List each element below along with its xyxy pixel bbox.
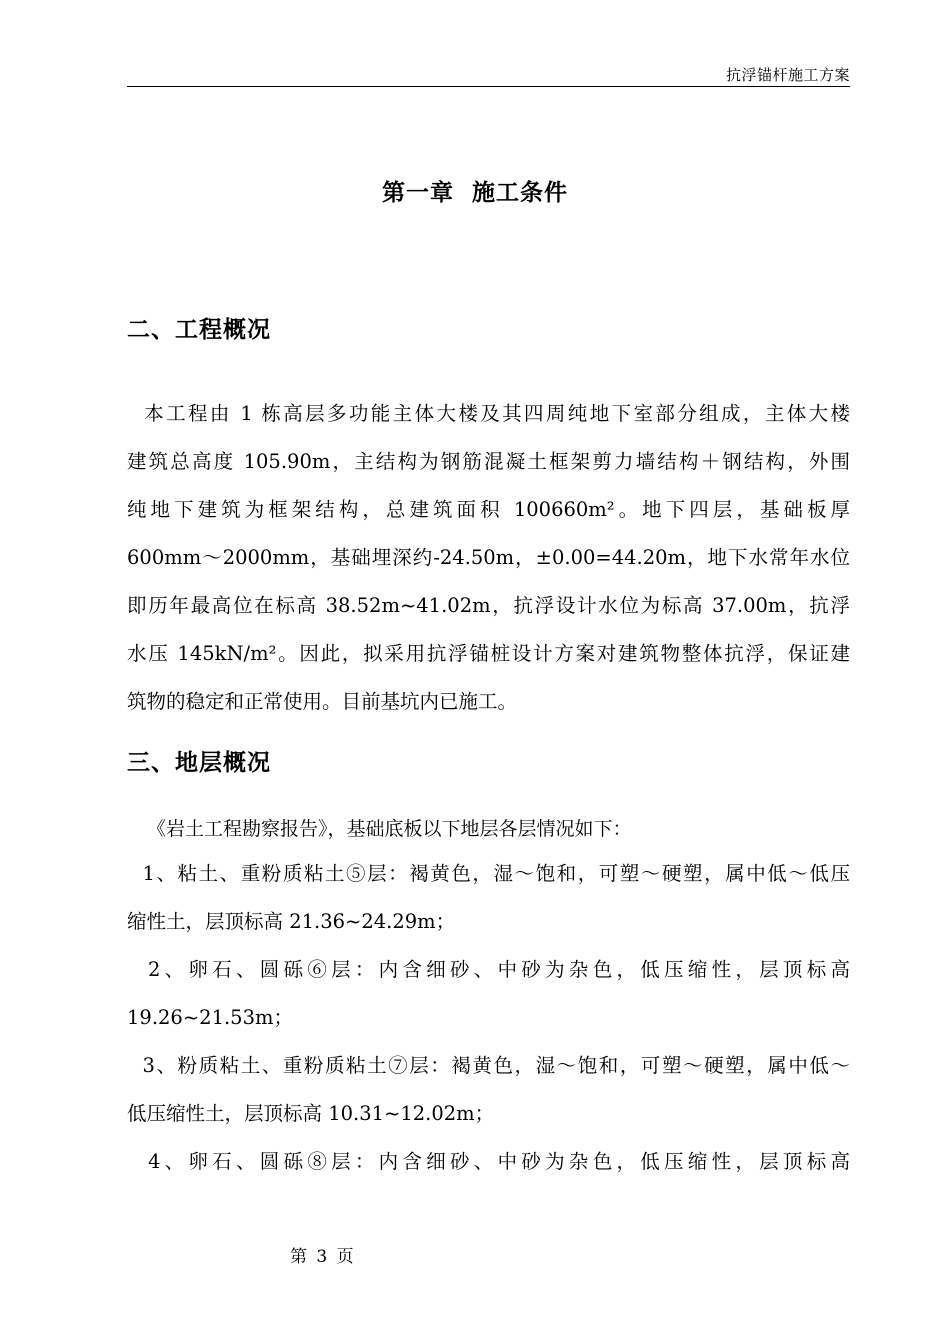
- header-divider: [127, 86, 850, 87]
- strata-intro: [127, 810, 850, 848]
- strata-line: 4、卵石、圆砾⑧层：内含细砂、中砂为杂色，低压缩性，层顶标高: [127, 1150, 850, 1173]
- page-number: 第 3 页: [290, 1247, 356, 1267]
- paragraph-line: 本工程由 1 栋高层多功能主体大楼及其四周纯地下室部分组成，主体大楼: [127, 402, 850, 425]
- strata-line: 19.26~21.53m；: [127, 1006, 293, 1029]
- paragraph-line: 筑物的稳定和正常使用。目前基坑内已施工。: [127, 690, 518, 713]
- section-heading-overview: 二、工程概况: [127, 316, 271, 343]
- paragraph-line: 水压 145kN/m²。因此，拟采用抗浮锚桩设计方案对建筑物整体抗浮，保证建: [127, 642, 850, 665]
- strata-list: [127, 850, 850, 1186]
- strata-line: 缩性土，层顶标高 21.36~24.29m；: [127, 910, 456, 933]
- strata-line: 2、卵石、圆砾⑥层：内含细砂、中砂为杂色，低压缩性，层顶标高: [127, 958, 850, 981]
- paragraph-line: 纯地下建筑为框架结构，总建筑面积 100660m²。地下四层，基础板厚: [127, 498, 850, 521]
- running-header: 抗浮锚杆施工方案: [725, 66, 850, 84]
- paragraph-line: 建筑总高度 105.90m，主结构为钢筋混凝土框架剪力墙结构＋钢结构，外围: [127, 450, 850, 473]
- section-heading-strata: 三、地层概况: [127, 749, 271, 776]
- strata-line: 低压缩性土，层顶标高 10.31~12.02m；: [127, 1102, 495, 1125]
- paragraph-line: 600mm～2000mm，基础埋深约-24.50m，±0.00=44.20m，地下水常年水位: [127, 546, 850, 569]
- chapter-title: 第一章 施工条件: [381, 179, 568, 206]
- paragraph-line: 即历年最高位在标高 38.52m~41.02m，抗浮设计水位为标高 37.00m，抗浮: [127, 594, 850, 617]
- strata-intro-line: 《岩土工程勘察报告》，基础底板以下地层各层情况如下：: [147, 818, 632, 840]
- overview-paragraph: [127, 390, 850, 726]
- strata-line: 1、粘土、重粉质粘土⑤层：褐黄色，湿～饱和，可塑～硬塑，属中低～低压: [127, 862, 850, 885]
- strata-line: 3、粉质粘土、重粉质粘土⑦层：褐黄色，湿～饱和，可塑～硬塑，属中低～: [127, 1054, 850, 1077]
